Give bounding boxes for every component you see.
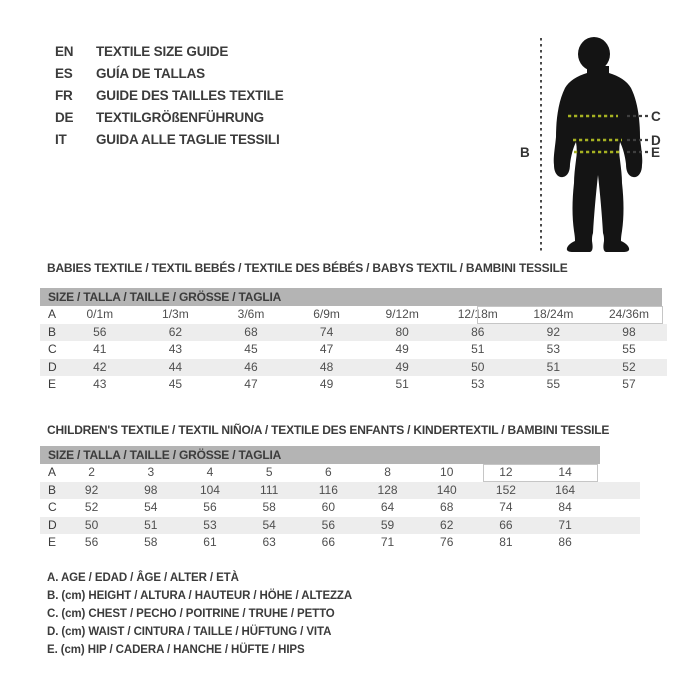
table-cell: 50 bbox=[471, 359, 485, 374]
lang-code: IT bbox=[55, 131, 67, 147]
table-row bbox=[40, 359, 667, 377]
table-cell: 51 bbox=[471, 342, 485, 356]
children-table-section bbox=[40, 424, 670, 552]
table-cell: 57 bbox=[622, 377, 636, 391]
table-cell: 47 bbox=[244, 377, 258, 391]
lang-title: GUÍA DE TALLAS bbox=[96, 65, 205, 81]
lang-title: TEXTILGRÖßENFÜHRUNG bbox=[96, 109, 264, 125]
babies-table-section bbox=[40, 262, 670, 394]
babies-table-title: BABIES TEXTILE / TEXTIL BEBÉS / TEXTILE DES BÉBÉS / BABYS TEXTIL / BAMBINI TESSILE bbox=[47, 261, 568, 275]
table-cell: 1/3m bbox=[162, 307, 189, 321]
table-row bbox=[40, 376, 667, 394]
table-cell: 0/1m bbox=[86, 307, 114, 321]
table-cell: 53 bbox=[546, 342, 561, 356]
lang-code: DE bbox=[55, 109, 74, 125]
table-cell: 4 bbox=[206, 465, 214, 479]
table-cell: 56 bbox=[93, 324, 107, 339]
table-cell: 43 bbox=[168, 342, 183, 356]
table-cell: 47 bbox=[319, 342, 334, 356]
height-label: B bbox=[520, 145, 530, 160]
table-cell: 58 bbox=[262, 500, 276, 514]
table-cell: 98 bbox=[144, 482, 158, 497]
size-header-bar: SIZE / TALLA / TAILLE / GRÖSSE / TAGLIA bbox=[40, 288, 662, 306]
table-cell: 18/24m bbox=[533, 307, 574, 321]
lang-row-es bbox=[55, 62, 284, 84]
table-cell: 74 bbox=[319, 324, 334, 339]
table-cell: 63 bbox=[262, 535, 276, 549]
table-cell: 64 bbox=[380, 500, 395, 514]
table-cell: 66 bbox=[321, 535, 336, 549]
table-cell: 49 bbox=[319, 377, 334, 391]
lang-row-fr bbox=[55, 84, 284, 106]
row-label: C bbox=[48, 342, 57, 356]
legend-height: B. (cm) HEIGHT / ALTURA / HAUTEUR / HÖHE / ALTEZZA bbox=[47, 590, 353, 602]
lang-code: FR bbox=[55, 87, 73, 103]
table-cell: 5 bbox=[265, 465, 273, 479]
table-row bbox=[40, 306, 667, 324]
table-cell: 68 bbox=[440, 500, 454, 514]
table-cell: 49 bbox=[395, 359, 409, 374]
table-cell: 80 bbox=[395, 324, 409, 339]
table-cell: 52 bbox=[622, 359, 636, 374]
table-row bbox=[40, 534, 640, 552]
children-table bbox=[40, 464, 670, 552]
row-label: D bbox=[48, 359, 57, 374]
table-cell: 46 bbox=[244, 359, 258, 374]
table-cell: 2 bbox=[88, 465, 95, 479]
table-cell: 3 bbox=[147, 465, 155, 479]
table-cell: 43 bbox=[93, 377, 107, 391]
table-cell: 14 bbox=[558, 465, 572, 479]
row-label: C bbox=[48, 500, 57, 514]
table-cell: 3/6m bbox=[237, 307, 265, 321]
language-title-list bbox=[55, 40, 284, 150]
table-cell: 76 bbox=[440, 535, 454, 549]
row-label: B bbox=[48, 324, 57, 339]
table-cell: 24/36m bbox=[608, 307, 649, 321]
table-cell: 53 bbox=[471, 377, 485, 391]
child-silhouette bbox=[554, 37, 643, 252]
hip-label: E bbox=[651, 145, 661, 160]
row-label: D bbox=[48, 517, 57, 532]
table-row bbox=[40, 517, 640, 535]
babies-table bbox=[40, 306, 670, 394]
table-cell: 164 bbox=[555, 482, 576, 497]
table-cell: 152 bbox=[495, 482, 516, 497]
table-cell: 55 bbox=[546, 377, 561, 391]
table-cell: 74 bbox=[499, 500, 513, 514]
size-header-bar: SIZE / TALLA / TAILLE / GRÖSSE / TAGLIA bbox=[40, 446, 600, 464]
table-cell: 56 bbox=[84, 535, 99, 549]
table-cell: 62 bbox=[440, 517, 454, 532]
child-silhouette-figure bbox=[500, 25, 700, 260]
table-cell: 50 bbox=[84, 517, 99, 532]
children-table-title: CHILDREN'S TEXTILE / TEXTIL NIÑO/A / TEXTILE DES ENFANTS / KINDERTEXTIL / BAMBINI TESSILE bbox=[47, 423, 610, 437]
table-cell: 10 bbox=[440, 465, 454, 479]
table-cell: 92 bbox=[84, 482, 99, 497]
table-cell: 81 bbox=[499, 535, 513, 549]
table-cell: 56 bbox=[203, 500, 217, 514]
table-cell: 51 bbox=[546, 359, 561, 374]
table-cell: 41 bbox=[93, 342, 107, 356]
table-cell: 111 bbox=[260, 482, 279, 497]
table-cell: 6/9m bbox=[313, 307, 340, 321]
table-cell: 12 bbox=[499, 465, 513, 479]
lang-code: EN bbox=[55, 43, 74, 59]
table-cell: 12/18m bbox=[457, 307, 498, 321]
table-cell: 51 bbox=[144, 517, 158, 532]
table-row bbox=[40, 499, 640, 517]
table-cell: 55 bbox=[622, 342, 636, 356]
lang-code: ES bbox=[55, 65, 73, 81]
table-cell: 92 bbox=[546, 324, 561, 339]
table-cell: 45 bbox=[168, 377, 183, 391]
table-cell: 84 bbox=[558, 500, 572, 514]
table-row bbox=[40, 482, 640, 500]
table-cell: 62 bbox=[168, 324, 183, 339]
table-cell: 42 bbox=[93, 359, 107, 374]
waist-label: D bbox=[651, 133, 661, 148]
table-cell: 8 bbox=[384, 465, 391, 479]
table-cell: 128 bbox=[377, 482, 398, 497]
table-cell: 86 bbox=[471, 324, 485, 339]
table-cell: 86 bbox=[558, 535, 572, 549]
measurement-legend bbox=[47, 569, 352, 659]
table-row bbox=[40, 464, 640, 482]
table-cell: 56 bbox=[321, 517, 336, 532]
lang-row-it bbox=[55, 128, 284, 150]
table-cell: 66 bbox=[499, 517, 513, 532]
row-label: B bbox=[48, 482, 57, 497]
row-label: A bbox=[48, 465, 57, 479]
row-label: E bbox=[48, 377, 57, 391]
legend-age: A. AGE / EDAD / ÂGE / ALTER / ETÀ bbox=[47, 572, 239, 584]
table-cell: 48 bbox=[319, 359, 334, 374]
table-cell: 59 bbox=[380, 517, 395, 532]
table-cell: 116 bbox=[318, 482, 338, 497]
lang-title: GUIDA ALLE TAGLIE TESSILI bbox=[96, 131, 280, 147]
table-row bbox=[40, 341, 667, 359]
table-cell: 68 bbox=[244, 324, 258, 339]
table-cell: 61 bbox=[203, 535, 217, 549]
lang-row-de bbox=[55, 106, 284, 128]
table-cell: 71 bbox=[558, 517, 572, 532]
row-label: A bbox=[48, 307, 57, 321]
table-cell: 53 bbox=[203, 517, 217, 532]
legend-waist: D. (cm) WAIST / CINTURA / TAILLE / HÜFTUNG / VITA bbox=[47, 626, 332, 638]
table-cell: 52 bbox=[84, 500, 99, 514]
table-cell: 140 bbox=[436, 482, 457, 497]
table-cell: 58 bbox=[144, 535, 158, 549]
table-row bbox=[40, 324, 667, 342]
lang-title: GUIDE DES TAILLES TEXTILE bbox=[96, 87, 284, 103]
table-cell: 60 bbox=[321, 500, 336, 514]
table-cell: 98 bbox=[622, 324, 636, 339]
table-cell: 49 bbox=[395, 342, 409, 356]
table-cell: 9/12m bbox=[385, 307, 419, 321]
table-cell: 104 bbox=[199, 482, 220, 497]
legend-chest: C. (cm) CHEST / PECHO / POITRINE / TRUHE / PETTO bbox=[47, 608, 335, 620]
lang-title: TEXTILE SIZE GUIDE bbox=[96, 43, 229, 59]
table-cell: 54 bbox=[144, 500, 158, 514]
row-label: E bbox=[48, 535, 57, 549]
table-cell: 54 bbox=[262, 517, 276, 532]
chest-label: C bbox=[651, 109, 661, 124]
table-cell: 44 bbox=[168, 359, 183, 374]
lang-row-en bbox=[55, 40, 284, 62]
table-cell: 71 bbox=[380, 535, 395, 549]
table-cell: 51 bbox=[395, 377, 409, 391]
table-cell: 6 bbox=[325, 465, 332, 479]
legend-hip: E. (cm) HIP / CADERA / HANCHE / HÜFTE / HIPS bbox=[47, 644, 305, 656]
table-cell: 45 bbox=[244, 342, 258, 356]
